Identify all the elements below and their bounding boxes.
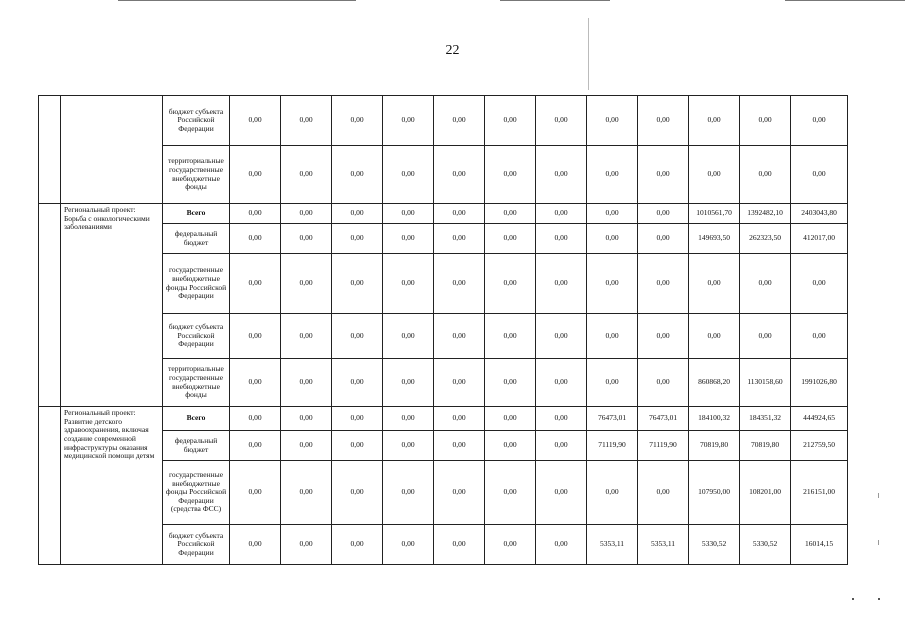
amount-cell: 0,00 <box>791 146 848 204</box>
scan-edge-line <box>500 0 610 1</box>
funding-source-cell: бюджет субъекта Российской Федерации <box>163 314 230 359</box>
amount-cell: 76473,01 <box>638 407 689 431</box>
amount-cell: 0,00 <box>332 461 383 525</box>
amount-cell: 0,00 <box>434 461 485 525</box>
amount-cell: 0,00 <box>536 96 587 146</box>
amount-cell: 0,00 <box>536 359 587 407</box>
amount-cell: 0,00 <box>230 359 281 407</box>
amount-cell: 0,00 <box>740 146 791 204</box>
amount-cell: 0,00 <box>332 525 383 565</box>
amount-cell: 0,00 <box>638 224 689 254</box>
amount-cell: 0,00 <box>383 254 434 314</box>
amount-cell: 0,00 <box>791 96 848 146</box>
amount-cell: 0,00 <box>587 96 638 146</box>
amount-cell: 0,00 <box>434 314 485 359</box>
amount-cell: 0,00 <box>230 224 281 254</box>
amount-cell: 107950,00 <box>689 461 740 525</box>
amount-cell: 5353,11 <box>587 525 638 565</box>
amount-cell: 2403043,80 <box>791 204 848 224</box>
funding-source-cell: территориальные государственные внебюджетные фонды <box>163 359 230 407</box>
amount-cell: 0,00 <box>689 96 740 146</box>
amount-cell: 0,00 <box>791 254 848 314</box>
amount-cell: 0,00 <box>587 314 638 359</box>
amount-cell: 0,00 <box>383 204 434 224</box>
amount-cell: 212759,50 <box>791 431 848 461</box>
amount-cell: 0,00 <box>638 254 689 314</box>
amount-cell: 0,00 <box>485 146 536 204</box>
amount-cell: 5353,11 <box>638 525 689 565</box>
amount-cell: 0,00 <box>689 146 740 204</box>
amount-cell: 0,00 <box>587 254 638 314</box>
funding-source-cell: территориальные государственные внебюджетные фонды <box>163 146 230 204</box>
project-name-cell: Региональный проект: Борьба с онкологическими заболеваниями <box>61 204 163 407</box>
amount-cell: 0,00 <box>332 96 383 146</box>
amount-cell: 0,00 <box>434 254 485 314</box>
amount-cell: 1392482,10 <box>740 204 791 224</box>
amount-cell: 412017,00 <box>791 224 848 254</box>
amount-cell: 5330,52 <box>689 525 740 565</box>
page-number: 22 <box>445 43 460 58</box>
table-row <box>39 204 848 224</box>
row-number-cell <box>39 204 61 407</box>
amount-cell: 0,00 <box>740 254 791 314</box>
amount-cell: 0,00 <box>281 204 332 224</box>
amount-cell: 0,00 <box>383 224 434 254</box>
amount-cell: 0,00 <box>230 314 281 359</box>
amount-cell: 0,00 <box>230 254 281 314</box>
amount-cell: 0,00 <box>281 461 332 525</box>
amount-cell: 0,00 <box>383 96 434 146</box>
amount-cell: 0,00 <box>485 525 536 565</box>
table-row <box>39 407 848 431</box>
amount-cell: 0,00 <box>281 224 332 254</box>
amount-cell: 0,00 <box>485 359 536 407</box>
amount-cell: 70819,80 <box>740 431 791 461</box>
amount-cell: 0,00 <box>638 359 689 407</box>
amount-cell: 0,00 <box>638 96 689 146</box>
amount-cell: 0,00 <box>434 525 485 565</box>
amount-cell: 0,00 <box>434 204 485 224</box>
amount-cell: 0,00 <box>230 146 281 204</box>
funding-source-cell: федеральный бюджет <box>163 431 230 461</box>
amount-cell: 0,00 <box>485 224 536 254</box>
amount-cell: 0,00 <box>434 224 485 254</box>
amount-cell: 0,00 <box>536 431 587 461</box>
amount-cell: 0,00 <box>485 254 536 314</box>
amount-cell: 0,00 <box>332 431 383 461</box>
amount-cell: 0,00 <box>485 461 536 525</box>
amount-cell: 0,00 <box>230 204 281 224</box>
amount-cell: 0,00 <box>536 224 587 254</box>
amount-cell: 184351,32 <box>740 407 791 431</box>
amount-cell: 0,00 <box>434 146 485 204</box>
amount-cell: 0,00 <box>536 461 587 525</box>
amount-cell: 0,00 <box>332 407 383 431</box>
amount-cell: 0,00 <box>230 96 281 146</box>
amount-cell: 70819,80 <box>689 431 740 461</box>
amount-cell: 0,00 <box>281 314 332 359</box>
amount-cell: 0,00 <box>587 224 638 254</box>
amount-cell: 0,00 <box>230 461 281 525</box>
amount-cell: 0,00 <box>485 204 536 224</box>
amount-cell: 0,00 <box>332 254 383 314</box>
project-name-cell <box>61 96 163 204</box>
amount-cell: 184100,32 <box>689 407 740 431</box>
amount-cell: 0,00 <box>587 204 638 224</box>
amount-cell: 0,00 <box>740 96 791 146</box>
table-row <box>39 96 848 146</box>
amount-cell: 0,00 <box>434 96 485 146</box>
amount-cell: 444924,65 <box>791 407 848 431</box>
amount-cell: 0,00 <box>230 525 281 565</box>
margin-mark <box>878 540 879 545</box>
funding-source-cell: Всего <box>163 407 230 431</box>
amount-cell: 1130158,60 <box>740 359 791 407</box>
amount-cell: 0,00 <box>383 314 434 359</box>
amount-cell: 0,00 <box>281 96 332 146</box>
amount-cell: 76473,01 <box>587 407 638 431</box>
amount-cell: 0,00 <box>536 146 587 204</box>
funding-source-cell: государственные внебюджетные фонды Российской Федерации (средства ФСС) <box>163 461 230 525</box>
amount-cell: 0,00 <box>536 314 587 359</box>
margin-mark <box>878 493 879 498</box>
scan-dot <box>852 598 854 600</box>
amount-cell: 0,00 <box>638 461 689 525</box>
amount-cell: 5330,52 <box>740 525 791 565</box>
amount-cell: 0,00 <box>740 314 791 359</box>
amount-cell: 1991026,80 <box>791 359 848 407</box>
scan-edge-line <box>118 0 356 1</box>
amount-cell: 0,00 <box>332 359 383 407</box>
amount-cell: 0,00 <box>587 146 638 204</box>
row-number-cell <box>39 407 61 565</box>
funding-source-cell: бюджет субъекта Российской Федерации <box>163 96 230 146</box>
amount-cell: 0,00 <box>536 407 587 431</box>
scan-dot <box>878 598 880 600</box>
amount-cell: 0,00 <box>638 204 689 224</box>
amount-cell: 0,00 <box>281 254 332 314</box>
row-number-cell <box>39 96 61 204</box>
amount-cell: 0,00 <box>638 146 689 204</box>
scan-edge-line <box>785 0 905 1</box>
amount-cell: 0,00 <box>587 461 638 525</box>
project-name-cell: Региональный проект: Развитие детского здравоохранения, включая создание современной инфраструктуры оказания медицинской помощи детям <box>61 407 163 565</box>
amount-cell: 0,00 <box>332 314 383 359</box>
amount-cell: 0,00 <box>383 407 434 431</box>
amount-cell: 0,00 <box>536 254 587 314</box>
amount-cell: 0,00 <box>281 146 332 204</box>
funding-source-cell: федеральный бюджет <box>163 224 230 254</box>
amount-cell: 0,00 <box>383 359 434 407</box>
amount-cell: 0,00 <box>536 204 587 224</box>
amount-cell: 16014,15 <box>791 525 848 565</box>
amount-cell: 0,00 <box>332 146 383 204</box>
amount-cell: 149693,50 <box>689 224 740 254</box>
amount-cell: 0,00 <box>383 431 434 461</box>
amount-cell: 108201,00 <box>740 461 791 525</box>
financing-table <box>38 95 848 565</box>
amount-cell: 0,00 <box>332 204 383 224</box>
amount-cell: 0,00 <box>281 407 332 431</box>
funding-source-cell: бюджет субъекта Российской Федерации <box>163 525 230 565</box>
amount-cell: 0,00 <box>383 461 434 525</box>
amount-cell: 0,00 <box>791 314 848 359</box>
amount-cell: 860868,20 <box>689 359 740 407</box>
amount-cell: 0,00 <box>638 314 689 359</box>
amount-cell: 0,00 <box>281 525 332 565</box>
amount-cell: 0,00 <box>281 359 332 407</box>
amount-cell: 0,00 <box>281 431 332 461</box>
amount-cell: 0,00 <box>485 407 536 431</box>
amount-cell: 0,00 <box>230 431 281 461</box>
amount-cell: 71119,90 <box>638 431 689 461</box>
amount-cell: 0,00 <box>383 146 434 204</box>
amount-cell: 0,00 <box>434 359 485 407</box>
funding-source-cell: государственные внебюджетные фонды Российской Федерации <box>163 254 230 314</box>
amount-cell: 0,00 <box>485 431 536 461</box>
amount-cell: 0,00 <box>587 359 638 407</box>
amount-cell: 71119,90 <box>587 431 638 461</box>
amount-cell: 0,00 <box>230 407 281 431</box>
amount-cell: 0,00 <box>332 224 383 254</box>
amount-cell: 0,00 <box>383 525 434 565</box>
amount-cell: 0,00 <box>536 525 587 565</box>
amount-cell: 0,00 <box>485 96 536 146</box>
amount-cell: 216151,00 <box>791 461 848 525</box>
amount-cell: 262323,50 <box>740 224 791 254</box>
amount-cell: 0,00 <box>689 314 740 359</box>
funding-source-cell: Всего <box>163 204 230 224</box>
amount-cell: 0,00 <box>485 314 536 359</box>
amount-cell: 0,00 <box>434 407 485 431</box>
amount-cell: 1010561,70 <box>689 204 740 224</box>
amount-cell: 0,00 <box>434 431 485 461</box>
amount-cell: 0,00 <box>689 254 740 314</box>
